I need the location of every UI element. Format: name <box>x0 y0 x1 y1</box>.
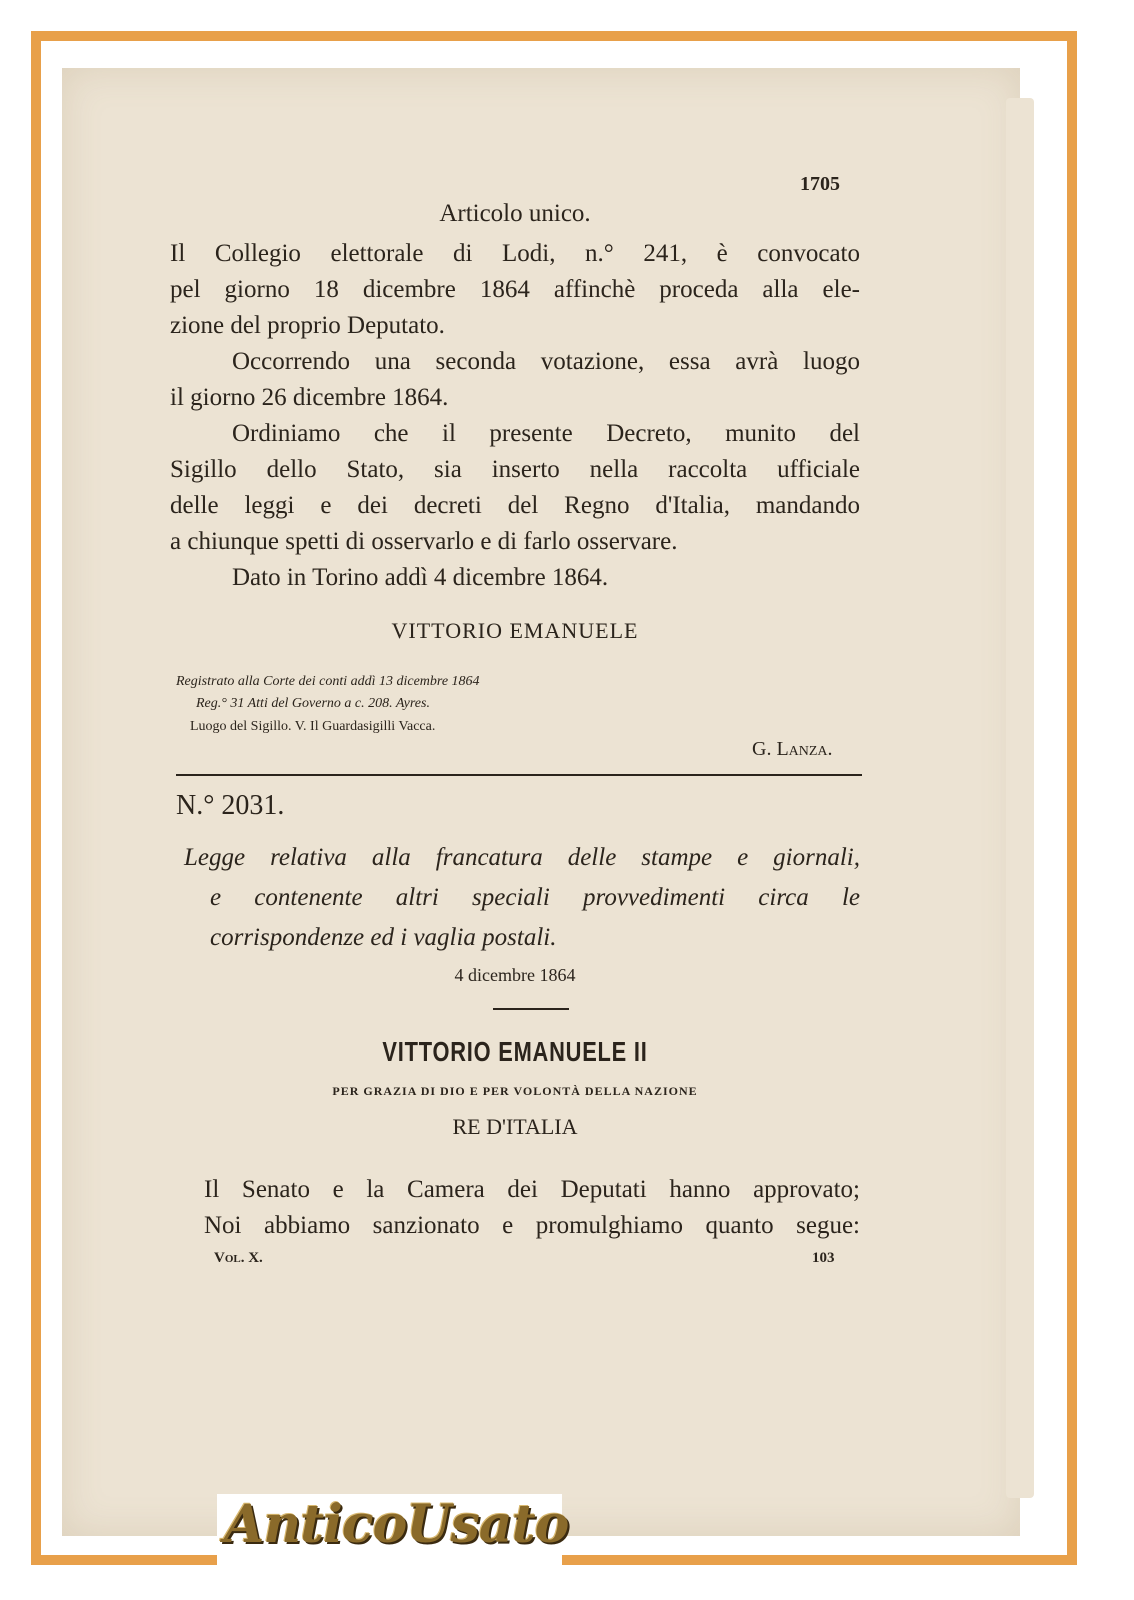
footer-volume: Vol. X. <box>214 1250 263 1266</box>
law-title-line: corrispondenze ed i vaglia postali. <box>210 924 557 951</box>
footer-signature-mark: 103 <box>812 1250 835 1266</box>
text-line: Occorrendo una seconda votazione, essa avrà luogo <box>232 348 860 375</box>
text-line: il giorno 26 dicembre 1864. <box>170 384 449 411</box>
section-divider <box>176 774 862 776</box>
anticousato-logo: AnticoUsato <box>224 1494 569 1555</box>
law-title-line: Legge relativa alla francatura delle stampe e giornali, <box>184 844 860 871</box>
minister-signature: G. Lanza. <box>752 738 833 760</box>
text-line: Ordiniamo che il presente Decreto, munito del <box>232 420 860 447</box>
text-line: pel giorno 18 dicembre 1864 affinchè proceda alla ele- <box>170 276 860 303</box>
page-number: 1705 <box>800 173 840 195</box>
paragraph-3 <box>170 416 860 560</box>
text-line: Sigillo dello Stato, sia inserto nella raccolta ufficiale <box>170 456 860 483</box>
short-divider <box>493 1008 569 1010</box>
text-line: a chiunque spetti di osservarlo e di farlo osservare. <box>170 528 678 555</box>
text-line: Noi abbiamo sanzionato e promulghiamo quanto segue: <box>204 1212 860 1239</box>
registration-line-2: Reg.° 31 Atti del Governo a c. 208. Ayres. <box>196 696 430 711</box>
closing-paragraph <box>170 1172 860 1244</box>
paragraph-2 <box>170 344 860 416</box>
registration-line-3: Luogo del Sigillo. V. Il Guardasigilli Vacca. <box>190 719 436 734</box>
text-line: Il Collegio elettorale di Lodi, n.° 241, è convocato <box>170 240 860 267</box>
king-name-heading: VITTORIO EMANUELE II <box>382 1036 648 1067</box>
article-title: Articolo unico. <box>439 200 591 227</box>
law-number: N.° 2031. <box>176 790 285 821</box>
king-title: RE D'ITALIA <box>452 1114 578 1139</box>
registration-line-1: Registrato alla Corte dei conti addì 13 dicembre 1864 <box>176 674 480 689</box>
law-date: 4 dicembre 1864 <box>454 965 576 985</box>
law-title <box>170 838 860 958</box>
paragraph-4 <box>170 560 860 596</box>
paragraph-1 <box>170 236 860 344</box>
king-grace-line: PER GRAZIA DI DIO E PER VOLONTÀ DELLA NAZIONE <box>332 1084 698 1098</box>
text-line: Dato in Torino addì 4 dicembre 1864. <box>232 564 609 591</box>
text-line: zione del proprio Deputato. <box>170 312 445 339</box>
text-line: delle leggi e dei decreti del Regno d'Italia, mandando <box>170 492 860 519</box>
text-line: Il Senato e la Camera dei Deputati hanno approvato; <box>204 1176 860 1203</box>
law-title-line: e contenente altri speciali provvedimenti circa le <box>210 884 860 911</box>
king-signature: VITTORIO EMANUELE <box>391 618 639 643</box>
